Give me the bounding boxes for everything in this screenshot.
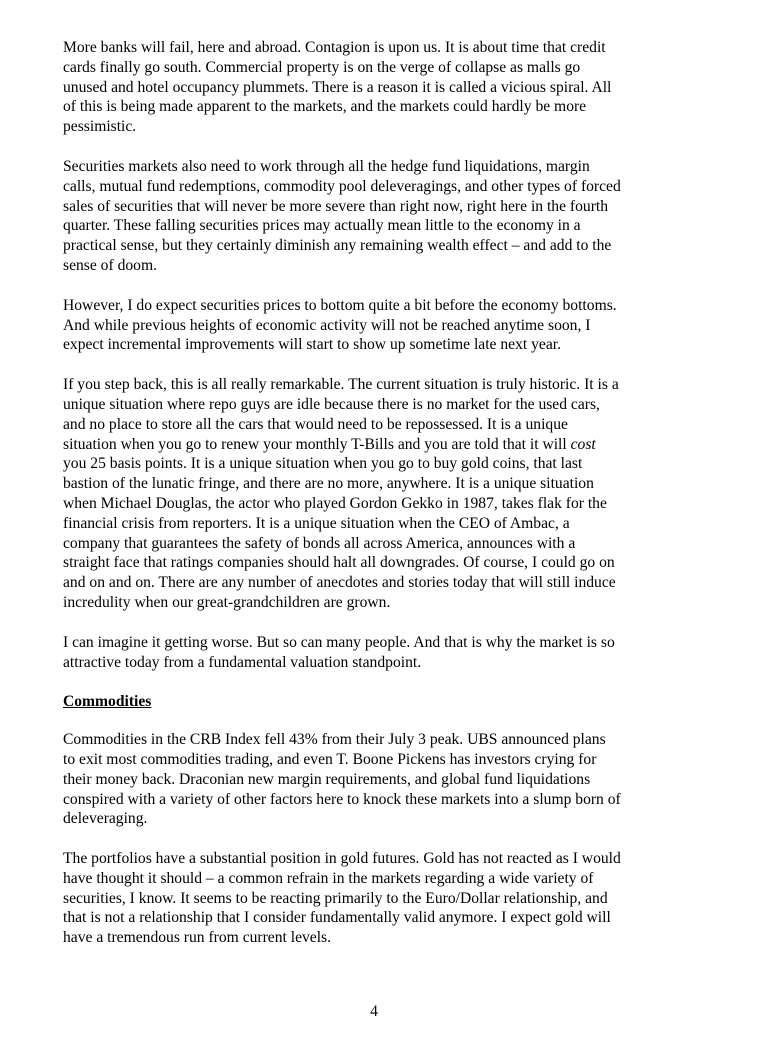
text-line: company that guarantees the safety of bonds all across America, announces with a [63, 534, 576, 552]
text-line: quarter. These falling securities prices may actually mean little to the economy in a [63, 217, 581, 235]
text-line: unique situation where repo guys are idle because there is no market for the used cars, [63, 395, 600, 413]
text-line: If you step back, this is all really remarkable. The current situation is truly historic. It is a [63, 376, 619, 394]
text-line: calls, mutual fund redemptions, commodity pool deleveragings, and other types of forced [63, 177, 621, 195]
text-segment: situation when you go to renew your monthly T-Bills and you are told that it will [63, 435, 567, 453]
paragraph-gold-futures [63, 849, 695, 948]
paragraph-crb-index [63, 730, 695, 829]
text-line: unused and hotel occupancy plummets. There is a reason it is called a vicious spiral. All [63, 78, 612, 96]
text-line: have thought it should – a common refrain in the markets regarding a wide variety of [63, 869, 594, 887]
text-line: have a tremendous run from current levels. [63, 929, 332, 947]
paragraph-market-attractive [63, 633, 695, 673]
text-line: More banks will fail, here and abroad. Contagion is upon us. It is about time that credit [63, 39, 606, 56]
text-line: financial crisis from reporters. It is a unique situation when the CEO of Ambac, a [63, 514, 570, 532]
text-line: practical sense, but they certainly diminish any remaining wealth effect – and add to the [63, 237, 612, 255]
text-line: deleveraging. [63, 810, 148, 828]
text-line: cards finally go south. Commercial property is on the verge of collapse as malls go [63, 58, 581, 76]
text-line: However, I do expect securities prices to bottom quite a bit before the economy bottoms. [63, 296, 617, 314]
page-number: 4 [370, 1003, 378, 1020]
page-content [63, 38, 695, 968]
text-line: pessimistic. [63, 118, 137, 136]
paragraph-securities-markets [63, 157, 695, 276]
text-line: The portfolios have a substantial position in gold futures. Gold has not reacted as I would [63, 850, 621, 868]
italic-word: cost [570, 435, 596, 453]
section-heading-commodities: Commodities [63, 693, 152, 711]
text-line: of this is being made apparent to the markets, and the markets could hardly be more [63, 98, 587, 116]
text-line: straight face that ratings companies should halt all downgrades. Of course, I could go on [63, 554, 615, 572]
text-line: and on and on. There are any number of anecdotes and stories today that will still induce [63, 574, 616, 592]
text-line: when Michael Douglas, the actor who played Gordon Gekko in 1987, takes flak for the [63, 494, 607, 512]
text-line: And while previous heights of economic activity will not be reached anytime soon, I [63, 316, 591, 334]
text-line: expect incremental improvements will start to show up sometime late next year. [63, 336, 561, 354]
text-line: to exit most commodities trading, and even T. Boone Pickens has investors crying for [63, 750, 597, 768]
text-line: securities, I know. It seems to be reacting primarily to the Euro/Dollar relationship, and [63, 889, 608, 907]
text-line: you 25 basis points. It is a unique situation when you go to buy gold coins, that last [63, 455, 583, 473]
text-line: conspired with a variety of other factors here to knock these markets into a slump born of [63, 790, 621, 808]
text-line: incredulity when our great-grandchildren are grown. [63, 593, 391, 611]
paragraph-bank-failures [63, 38, 695, 137]
text-line: attractive today from a fundamental valuation standpoint. [63, 653, 422, 671]
text-line: and no place to store all the cars that would need to be repossessed. It is a unique [63, 415, 568, 433]
text-line: I can imagine it getting worse. But so can many people. And that is why the market is so [63, 633, 615, 651]
text-line: their money back. Draconian new margin requirements, and global fund liquidations [63, 770, 591, 788]
text-line: sense of doom. [63, 256, 157, 274]
text-line: Securities markets also need to work through all the hedge fund liquidations, margin [63, 157, 590, 175]
text-line: bastion of the lunatic fringe, and there are no more, anywhere. It is a unique situation [63, 475, 594, 493]
text-line: sales of securities that will never be more severe than right now, right here in the fourth [63, 197, 609, 215]
text-line: that is not a relationship that I consider fundamentally valid anymore. I expect gold will [63, 909, 611, 927]
text-line-with-italic [63, 435, 695, 455]
paragraph-bottom-expectation [63, 296, 695, 355]
paragraph-unique-situation [63, 375, 695, 613]
text-line: Commodities in the CRB Index fell 43% from their July 3 peak. UBS announced plans [63, 731, 606, 749]
